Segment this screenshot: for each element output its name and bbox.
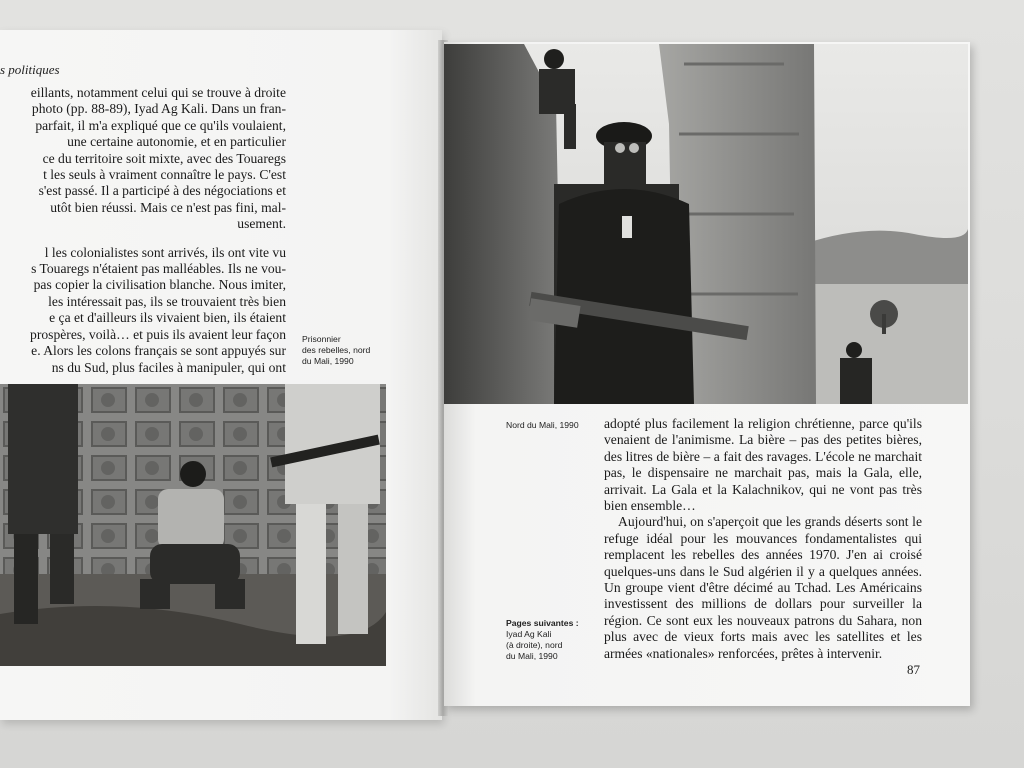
text-line: s'est passé. Il a participé à des négociations et <box>38 183 286 199</box>
paragraph: adopté plus facilement la religion chrétienne, parce qu'ils venaient de l'animisme. La bière – pas des petites bières, des litres de bière – a fait des ravages. L'école ne marchait pas, le dispensaire ne marchait pas, mais la Gala, elle, arrivait. La Gala et la Kalachnikov, qui ne vont pas très bien ensemble… <box>604 416 922 514</box>
text-line <box>0 233 286 245</box>
left-page <box>0 30 442 720</box>
text-line: t les seuls à vraiment connaître le pays. C'est <box>43 167 286 183</box>
next-pages-title: Pages suivantes : <box>506 618 579 628</box>
text-line: prospères, voilà… et puis ils avaient leur façon <box>30 326 286 342</box>
paragraph: Aujourd'hui, on s'aperçoit que les grands déserts sont le refuge idéal pour les mouvances fondamentalistes qui remplacent les rebelles des années 1970. J'en ai croisé quelques-uns dans le Sud algérien il y a quelques années. Un groupe vient d'être décimé au Tchad. Les Américains investissent des millions de dollars pour surveiller la région. Ce sont eux les nouveaux patrons du Sahara, non plus avec de vieux forts mais avec les satellites et les armées «nationales» renforcées, prêtes à intervenir. <box>604 514 922 661</box>
text-line: usement. <box>237 216 286 232</box>
text-line: utôt bien réussi. Mais ce n'est pas fini, mal- <box>50 199 286 215</box>
rebel-leader-photo <box>444 44 968 404</box>
left-body-text <box>0 85 294 376</box>
text-line: photo (pp. 88-89), Iyad Ag Kali. Dans un fran- <box>31 101 286 117</box>
text-line: e. Alors les colons français se sont appuyés sur <box>31 343 286 359</box>
prisoner-photo <box>0 384 386 666</box>
running-head: s politiques <box>0 62 60 77</box>
text-line: une certaine autonomie, et en particulier <box>67 134 286 150</box>
right-body-text <box>604 416 922 662</box>
caption-line: du Mali, 1990 <box>506 651 558 661</box>
text-line: les intéressait pas, ils se trouvaient très bien <box>48 293 286 309</box>
text-line: l les colonialistes sont arrivés, ils ont vite vu <box>44 244 286 260</box>
caption-line: Prisonnier <box>302 334 341 344</box>
caption-line: (à droite), nord <box>506 640 563 650</box>
prisoner-photo-image <box>0 384 386 666</box>
right-page <box>444 42 970 706</box>
left-photo-caption <box>302 334 370 367</box>
text-line: parfait, il m'a expliqué que ce qu'ils voulaient, <box>35 117 286 133</box>
text-line: ce du territoire soit mixte, avec des Touaregs <box>42 150 286 166</box>
next-pages-caption <box>506 618 579 662</box>
caption-line: Iyad Ag Kali <box>506 629 552 639</box>
right-photo-caption: Nord du Mali, 1990 <box>506 420 579 430</box>
caption-line: des rebelles, nord <box>302 345 371 355</box>
text-line: ns du Sud, plus faciles à manipuler, qui ont <box>51 359 286 375</box>
text-line: e ça et d'ailleurs ils vivaient bien, ils étaient <box>49 310 286 326</box>
text-line: pas copier la civilisation blanche. Nous imiter, <box>33 277 286 293</box>
rebel-leader-photo-image <box>444 44 968 404</box>
page-number: 87 <box>907 662 920 677</box>
text-line: eillants, notamment celui qui se trouve à droite <box>30 85 286 100</box>
caption-line: du Mali, 1990 <box>302 356 354 366</box>
text-line: s Touaregs n'étaient pas malléables. Ils ne vou- <box>31 261 286 277</box>
